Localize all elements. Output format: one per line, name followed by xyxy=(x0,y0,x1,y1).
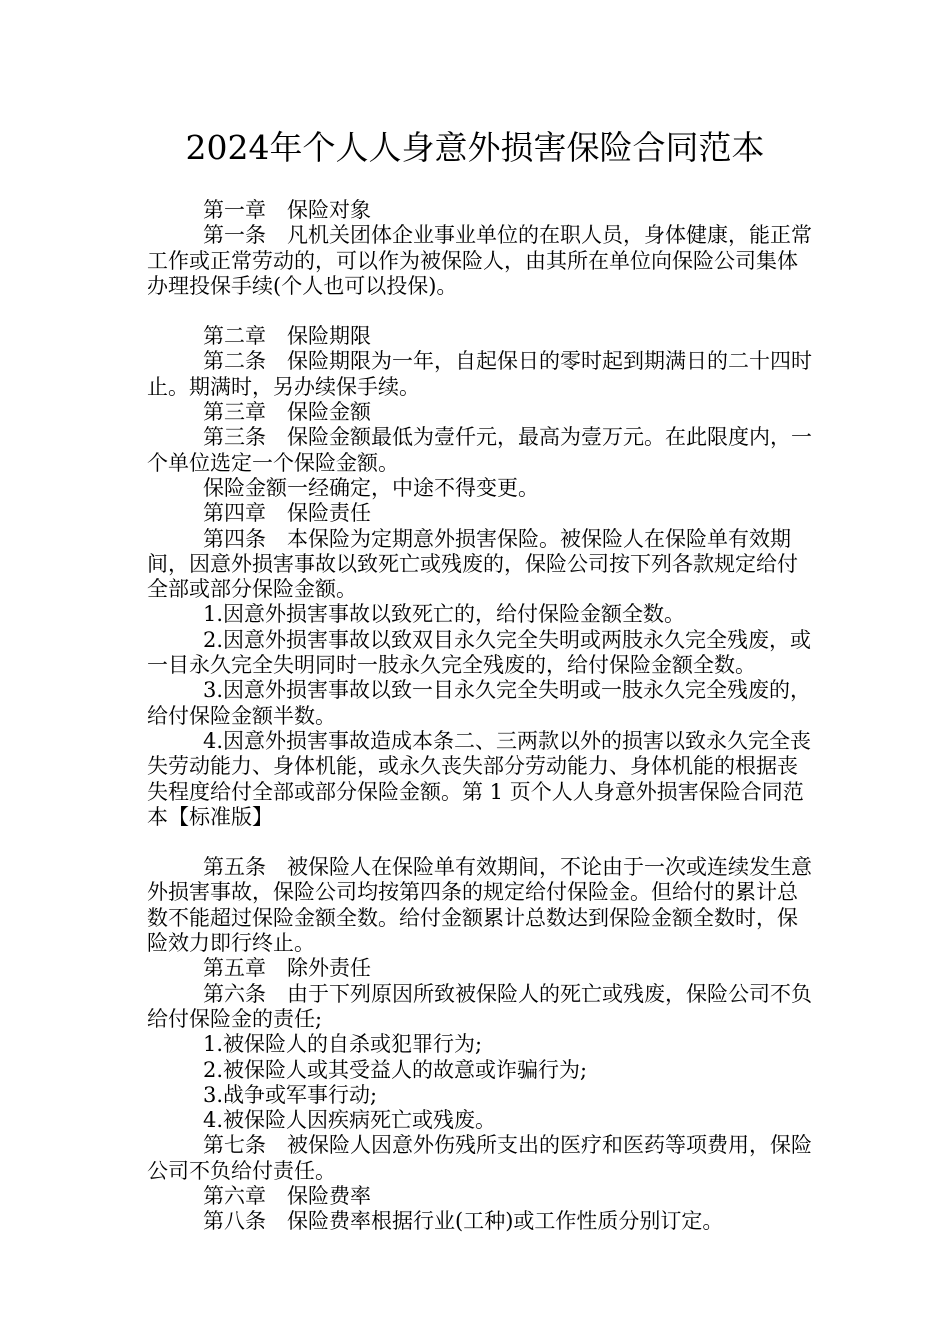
chapter-heading: 第二章 保险期限 xyxy=(203,324,371,349)
chapter-heading: 第一章 保险对象 xyxy=(203,198,371,222)
article-paragraph: 第七条 被保险人因意外伤残所支出的医疗和医药等项费用，保险公司不负给付责任。 xyxy=(147,1133,812,1183)
article-paragraph: 第六条 由于下列原因所致被保险人的死亡或残废，保险公司不负给付保险金的责任; xyxy=(147,981,812,1031)
article-paragraph: 第八条 保险费率根据行业(工种)或工作性质分别订定。 xyxy=(203,1209,724,1234)
chapter-heading: 第五章 除外责任 xyxy=(203,956,371,981)
article-paragraph: 保险金额一经确定，中途不得变更。 xyxy=(203,475,539,500)
paragraph-gap xyxy=(147,830,817,855)
list-item: 2.被保险人或其受益人的故意或诈骗行为; xyxy=(203,1057,588,1082)
list-item: 3.战争或军事行动; xyxy=(203,1082,378,1107)
list-item: 3.因意外损害事故以致一目永久完全失明或一肢永久完全残废的，给付保险金额半数。 xyxy=(147,678,812,728)
list-item: 4.因意外损害事故造成本条二、三两款以外的损害以致永久完全丧失劳动能力、身体机能，或永久丧失部分劳动能力、身体机能的根据丧失程度给付全部或部分保险金额。第 1 页个人人身意外损害保险合同范本【标准版】 xyxy=(147,728,812,829)
document-body xyxy=(147,198,817,1235)
article-paragraph: 第三条 保险金额最低为壹仟元，最高为壹万元。在此限度内，一个单位选定一个保险金额。 xyxy=(147,425,812,475)
list-item: 1.被保险人的自杀或犯罪行为; xyxy=(203,1032,483,1057)
article-paragraph: 第二条 保险期限为一年，自起保日的零时起到期满日的二十四时止。期满时，另办续保手续。 xyxy=(147,349,812,399)
paragraph-gap xyxy=(147,299,817,324)
list-item: 1.因意外损害事故以致死亡的，给付保险金额全数。 xyxy=(203,602,686,627)
document-title: 2024年个人人身意外损害保险合同范本 xyxy=(185,128,765,167)
list-item: 4.被保险人因疾病死亡或残废。 xyxy=(203,1108,497,1133)
list-item: 2.因意外损害事故以致双目永久完全失明或两肢永久完全残废，或一目永久完全失明同时一肢永久完全残废的，给付保险金额全数。 xyxy=(147,627,812,678)
chapter-heading: 第三章 保险金额 xyxy=(203,400,371,425)
chapter-heading: 第六章 保险费率 xyxy=(203,1183,371,1208)
article-paragraph: 第五条 被保险人在保险单有效期间，不论由于一次或连续发生意外损害事故，保险公司均按第四条的规定给付保险金。但给付的累计总数不能超过保险金额全数。给付金额累计总数达到保险金额全数时，保险效力即行终止。 xyxy=(147,855,812,956)
article-paragraph: 第一条 凡机关团体企业事业单位的在职人员，身体健康，能正常工作或正常劳动的，可以作为被保险人，由其所在单位向保险公司集体办理投保手续(个人也可以投保)。 xyxy=(147,223,812,298)
article-paragraph: 第四条 本保险为定期意外损害保险。被保险人在保险单有效期间，因意外损害事故以致死亡或残废的，保险公司按下列各款规定给付全部或部分保险金额。 xyxy=(147,526,798,602)
chapter-heading: 第四章 保险责任 xyxy=(203,501,371,526)
